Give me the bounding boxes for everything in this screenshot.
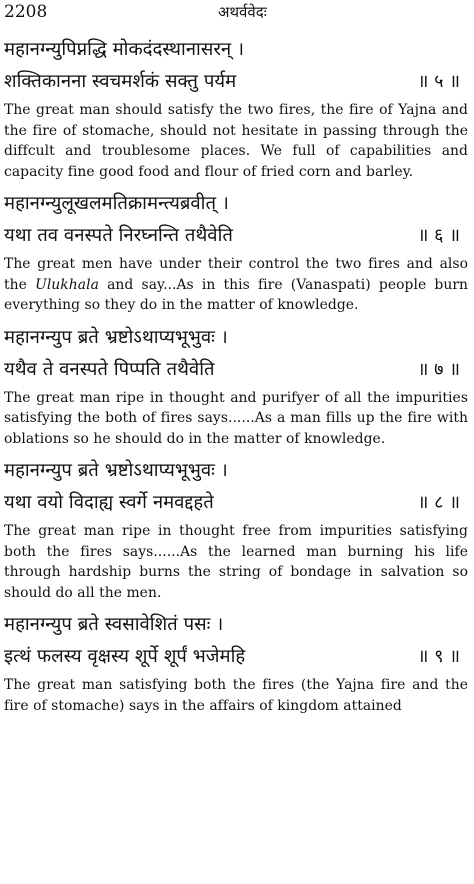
translation-paragraph: The great man satisfying both the fires (the Yajna fire and the fire of stomache) says in the affairs of kingdom attained [4,677,468,714]
verse-number: ॥ ७ ॥ [417,358,460,380]
verse-number: ॥ ९ ॥ [417,646,460,667]
running-title: अथर्ववेदः [218,3,267,21]
page-content [4,34,468,722]
translation-text: and say...As in this fire (Vanaspati) people burn everything so they do in the matter of knowledge. [4,276,468,313]
verse-9 [4,609,468,716]
sanskrit-line: महानग्न्युप ब्रते भ्रष्टोऽथाप्यभूभुवः । [4,326,228,348]
sanskrit-line: महानग्न्युप ब्रते स्वसावेशितं पसः । [4,614,224,635]
sanskrit-line: शक्तिकानना स्वचमर्शकं सक्तु पर्यम [4,71,237,92]
sanskrit-line: इत्थं फलस्य वृक्षस्य शूर्पे शूर्पं भजेमहि [4,646,246,667]
translation-emphasis: Ulukhala [35,276,99,293]
sanskrit-line: महानग्न्युप ब्रते भ्रष्टोऽथाप्यभूभुवः । [4,460,228,481]
verse-number: ॥ ५ ॥ [417,71,460,92]
verse-5 [4,34,468,182]
verse-number: ॥ ६ ॥ [417,225,460,246]
verse-6 [4,188,468,316]
verse-7 [4,322,468,450]
translation-paragraph: The great man ripe in thought and purifyer of all the impurities satisfying the both of fires says......As a man fills up the fire with oblations so he should do in the matter of knowledge. [4,389,468,447]
verse-8 [4,455,468,603]
translation-paragraph: The great man should satisfy the two fires, the fire of Yajna and the fire of stomache, should not hesitate in passing through the diffcult and troublesome places. We full of capabilities and capacity fine good food and flour of fried corn and barley. [4,102,468,180]
translation-paragraph [4,254,468,316]
sanskrit-line: महानग्न्युलूखलमतिक्रामन्त्यब्रवीत् । [4,193,229,214]
page-header [4,2,470,24]
translation-text: The great men have under their control the two fires and also the [4,256,468,293]
sanskrit-line: यथा वयो विदाह्य स्वर्गे नमवद्दहते [4,492,214,513]
sanskrit-line: महानग्न्युपिप्नद्धि मोकदंदस्थानासरन् । [4,39,245,60]
page-number: 2208 [4,2,48,22]
sanskrit-line: यथा तव वनस्पते निरघ्नन्ति तथैवेति [4,225,233,246]
sanskrit-line: यथैव ते वनस्पते पिप्पति तथैवेति [4,358,215,380]
verse-number: ॥ ८ ॥ [417,492,460,513]
translation-paragraph: The great man ripe in thought free from impurities satisfying both the fires says......As the learned man burning his life through hardship burns the string of bondage in salvation so should do all the men. [4,523,468,601]
